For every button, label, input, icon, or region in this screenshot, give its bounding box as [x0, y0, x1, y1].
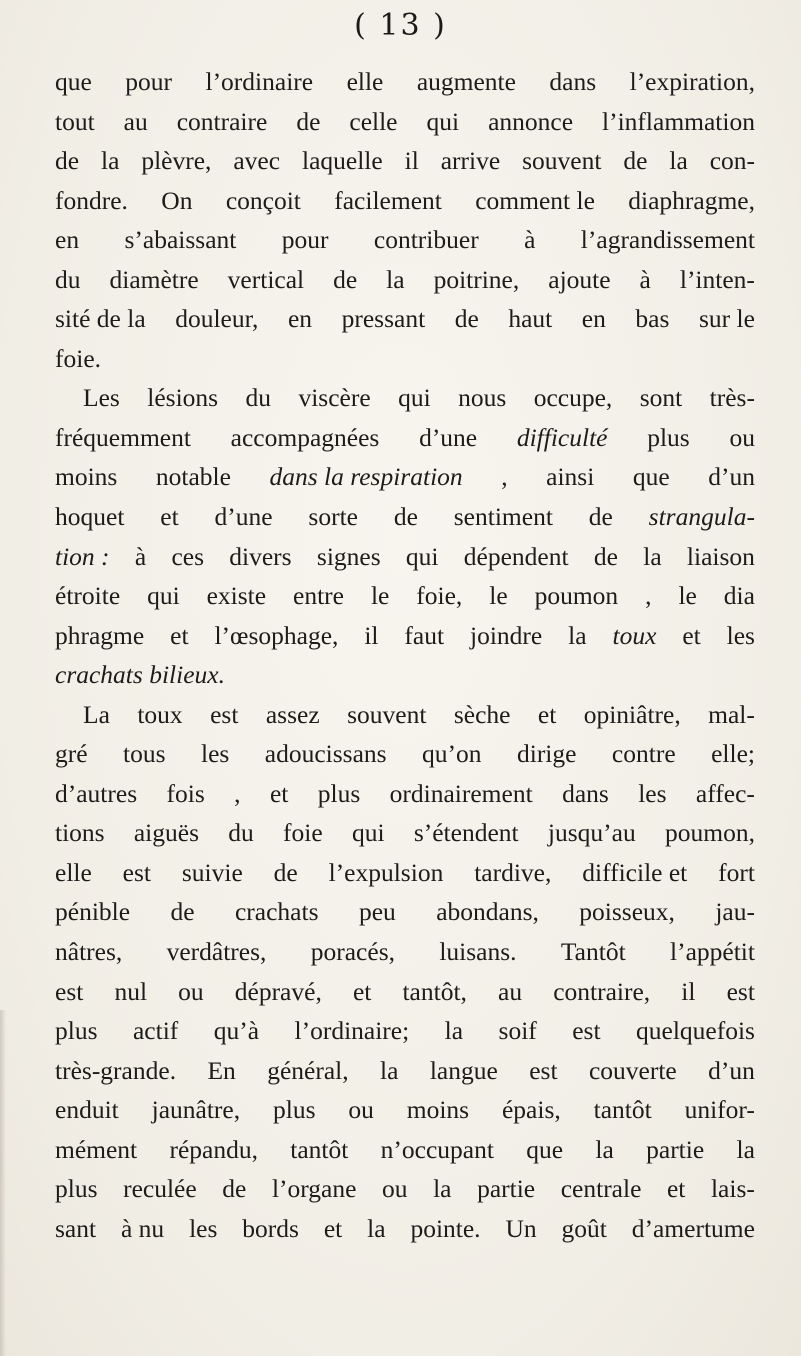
word: les [200, 739, 230, 769]
word: vertical [227, 264, 305, 294]
word: les [726, 620, 755, 650]
text-line [55, 1051, 755, 1091]
word: plèvre, [141, 146, 212, 176]
word: la [669, 146, 688, 176]
text-line [55, 102, 755, 142]
text-line [55, 497, 755, 537]
word: la [568, 620, 587, 650]
word: souvent [522, 146, 602, 176]
text-line [55, 576, 755, 616]
word: le [370, 581, 390, 611]
word: de [170, 897, 195, 927]
italic-word: toux [612, 620, 657, 650]
word: la [386, 264, 405, 294]
word: poumon, [664, 818, 755, 848]
word: Les [83, 383, 120, 413]
word: tantôt [593, 1095, 652, 1125]
word: plus [317, 778, 361, 808]
word: ajoute [548, 264, 611, 294]
word: et [352, 976, 372, 1006]
word: étroite [55, 581, 121, 611]
word: nâtres, [55, 937, 123, 967]
word: la [444, 1016, 464, 1046]
word: est [529, 1055, 558, 1085]
word: très- [709, 383, 755, 413]
word: tantôt, [402, 976, 467, 1006]
word: aiguës [133, 818, 200, 848]
word: plus [55, 1174, 98, 1204]
word: hoquet [55, 502, 125, 532]
word: elle [346, 67, 384, 96]
word: la [736, 1134, 755, 1164]
italic-word: crachats bilieux. [55, 660, 225, 690]
word: pointe. [410, 1213, 481, 1243]
word: il [681, 976, 696, 1006]
text-line [55, 892, 755, 932]
text-line [55, 62, 755, 102]
word: , [501, 462, 508, 492]
word: annonce [488, 106, 574, 136]
word: abondans, [436, 897, 539, 927]
word: et [170, 620, 189, 650]
word: sentiment [453, 502, 553, 532]
word: l’organe [271, 1174, 357, 1204]
word: dans [549, 67, 597, 96]
word: qui [405, 541, 439, 571]
word: augmente [416, 67, 516, 96]
word: fort [718, 857, 755, 887]
word: d’un [708, 462, 755, 492]
word: faut [404, 620, 445, 650]
word: actif [132, 1016, 179, 1046]
word: signes [316, 541, 381, 571]
word: à [639, 264, 651, 294]
word: sorte [308, 502, 358, 532]
text-line [55, 141, 755, 181]
word: de [273, 857, 298, 887]
word: tardive, [474, 857, 552, 887]
word: à [524, 225, 536, 255]
word: adoucissans [264, 739, 387, 769]
text-line [55, 181, 755, 221]
body-text [55, 62, 755, 1248]
word: contraire [176, 106, 268, 136]
word: nous [458, 383, 507, 413]
word: poisseux, [579, 897, 675, 927]
word: sité de la [55, 304, 146, 334]
text-line [55, 260, 755, 300]
word: plus [55, 1016, 98, 1046]
word: du [55, 264, 81, 294]
text-line [55, 695, 755, 735]
word: le [489, 581, 508, 611]
word: qui [351, 818, 385, 848]
word: entre [293, 581, 344, 611]
word: qui [398, 383, 431, 413]
word: ou [178, 976, 204, 1006]
word: du [245, 383, 272, 413]
word: fondre. [55, 185, 128, 215]
word: la [643, 541, 662, 571]
word: de [393, 502, 418, 532]
word: de [623, 146, 648, 176]
word: la [101, 146, 120, 176]
word: ordinairement [389, 778, 533, 808]
word: plus [647, 422, 690, 452]
word: nul [114, 976, 148, 1006]
word: suivie [181, 857, 243, 887]
word: sur le [698, 304, 755, 334]
italic-word: tion : [55, 541, 110, 571]
word: très-grande. [55, 1055, 177, 1085]
word: d’autres [55, 778, 138, 808]
word: souvent [347, 699, 427, 729]
word: général, [267, 1055, 349, 1085]
word: centrale [560, 1174, 642, 1204]
word: fréquemment [55, 422, 191, 452]
page-number: ( 13 ) [354, 8, 447, 43]
text-line [55, 655, 755, 695]
word: moins [55, 462, 118, 492]
word: de [55, 146, 80, 176]
italic-word: strangula- [648, 502, 755, 532]
word: l’appétit [670, 937, 755, 967]
text-line [55, 378, 755, 418]
word: foie, [416, 581, 463, 611]
word: en [55, 225, 80, 255]
word: , [234, 778, 241, 808]
word: l’ordinaire [205, 67, 314, 96]
word: à nu [120, 1213, 165, 1243]
text-line [55, 457, 755, 497]
word: diaphragme, [628, 185, 755, 215]
word: partie [646, 1134, 705, 1164]
word: quelquefois [636, 1016, 755, 1046]
text-line [55, 774, 755, 814]
word: viscère [298, 383, 371, 413]
word: à [134, 541, 147, 571]
word: difficile et [582, 857, 688, 887]
word: avec [233, 146, 281, 176]
word: est [210, 699, 239, 729]
word: pour [281, 225, 329, 255]
word: les [189, 1213, 218, 1243]
word: le [678, 581, 697, 611]
word: de [333, 264, 358, 294]
word: tout [55, 106, 95, 136]
word: soif [498, 1016, 537, 1046]
word: douleur, [175, 304, 259, 334]
text-line [55, 734, 755, 774]
word: gré [55, 739, 88, 769]
text-line [55, 1090, 755, 1130]
word: lais- [710, 1174, 755, 1204]
word: d’une [419, 422, 478, 452]
word: luisans. [439, 937, 517, 967]
word: et [323, 1213, 343, 1243]
text-line [55, 220, 755, 260]
word: arrive [440, 146, 501, 176]
word: l’œsophage, [214, 620, 339, 650]
text-line [55, 616, 755, 656]
word: tous [123, 739, 166, 769]
word: sant [55, 1213, 97, 1243]
text-line [55, 1130, 755, 1170]
word: affec- [695, 778, 755, 808]
word: couverte [588, 1055, 677, 1085]
word: qui [426, 106, 460, 136]
word: au [498, 976, 523, 1006]
word: crachats [234, 897, 319, 927]
word: mément [55, 1134, 138, 1164]
word: poitrine, [433, 264, 520, 294]
word: ou [382, 1174, 408, 1204]
word: tions [55, 818, 105, 848]
word: , [645, 581, 652, 611]
text-line [55, 932, 755, 972]
word: Un [505, 1213, 537, 1243]
word: notable [155, 462, 231, 492]
text-line [55, 418, 755, 458]
text-line [55, 1209, 755, 1249]
word: poracés, [310, 937, 395, 967]
word: bords [242, 1213, 299, 1243]
word: est [572, 1016, 601, 1046]
word: qu’à [213, 1016, 260, 1046]
text-line [55, 1011, 755, 1051]
word: reculée [123, 1174, 197, 1204]
word: dans [562, 778, 609, 808]
word: l’ordinaire; [294, 1016, 410, 1046]
word: en [287, 304, 313, 334]
word: jau- [715, 897, 755, 927]
word: jusqu’au [547, 818, 636, 848]
word: au [123, 106, 148, 136]
word: dépravé, [234, 976, 322, 1006]
word: goût [561, 1213, 607, 1243]
page-edge-shadow [0, 1010, 6, 1356]
word: l’inten- [679, 264, 755, 294]
word: et [160, 502, 179, 532]
word: de [593, 541, 618, 571]
word: est [55, 976, 84, 1006]
word: facilement [334, 185, 442, 215]
word: conçoit [225, 185, 301, 215]
word: diamètre [109, 264, 199, 294]
word: l’inflammation [602, 106, 755, 136]
word: dépendent [463, 541, 569, 571]
word: poumon [534, 581, 619, 611]
word: dia [723, 581, 755, 611]
text-line [55, 299, 755, 339]
word: langue [429, 1055, 498, 1085]
word: l’agrandissement [580, 225, 755, 255]
word: con- [709, 146, 755, 176]
italic-word: dans la respiration [269, 462, 463, 492]
word: enduit [55, 1095, 119, 1125]
word: ou [729, 422, 755, 452]
word: et [666, 1174, 686, 1204]
word: d’amertume [631, 1213, 755, 1243]
word: bas [635, 304, 670, 334]
word: pour [125, 67, 173, 96]
word: comment le [475, 185, 595, 215]
word: et [537, 699, 557, 729]
word: En [207, 1055, 236, 1085]
word: opiniâtre, [583, 699, 681, 729]
word: qu’on [422, 739, 482, 769]
word: pressant [341, 304, 426, 334]
word: foie. [55, 343, 102, 373]
text-line [55, 537, 755, 577]
word: joindre [470, 620, 543, 650]
word: qui [147, 581, 180, 611]
word: phragme [55, 620, 145, 650]
word: elle [55, 857, 92, 887]
word: d’une [214, 502, 273, 532]
word: épais, [501, 1095, 561, 1125]
word: en [581, 304, 606, 334]
word: fois [166, 778, 205, 808]
text-line [55, 339, 755, 379]
italic-word: difficulté [516, 422, 608, 452]
word: est [726, 976, 755, 1006]
word: que [55, 67, 92, 96]
word: plus [273, 1095, 316, 1125]
word: s’étendent [413, 818, 519, 848]
word: lésions [147, 383, 219, 413]
word: contre [611, 739, 676, 769]
word: Tantôt [560, 937, 626, 967]
word: laquelle [301, 146, 383, 176]
word: la [433, 1174, 452, 1204]
word: unifor- [684, 1095, 755, 1125]
word: ainsi [546, 462, 595, 492]
word: dirige [516, 739, 577, 769]
word: que [526, 1134, 564, 1164]
word: la [595, 1134, 614, 1164]
word: peu [358, 897, 396, 927]
word: accompagnées [230, 422, 380, 452]
word: d’un [708, 1055, 755, 1085]
word: divers [229, 541, 292, 571]
word: sont [639, 383, 683, 413]
text-line [55, 1169, 755, 1209]
word: contribuer [373, 225, 479, 255]
word: sèche [453, 699, 511, 729]
word: répandu, [169, 1134, 258, 1164]
word: La [83, 699, 110, 729]
word: s’abaissant [124, 225, 237, 255]
word: celle [349, 106, 398, 136]
word: ces [171, 541, 204, 571]
word: de [222, 1174, 247, 1204]
word: On [161, 185, 193, 215]
word: contraire, [553, 976, 651, 1006]
word: l’expulsion [328, 857, 444, 887]
word: verdâtres, [166, 937, 267, 967]
word: pénible [55, 897, 131, 927]
word: il [364, 620, 379, 650]
word: de [588, 502, 613, 532]
word: la [367, 1213, 386, 1243]
word: du [228, 818, 254, 848]
word: mal- [708, 699, 755, 729]
word: moins [406, 1095, 470, 1125]
word: l’expiration, [629, 67, 755, 96]
word: la [380, 1055, 399, 1085]
word: haut [508, 304, 553, 334]
word: existe [206, 581, 267, 611]
word: toux [137, 699, 183, 729]
word: partie [477, 1174, 536, 1204]
word: de [296, 106, 321, 136]
text-line [55, 853, 755, 893]
word: elle; [711, 739, 755, 769]
word: il [404, 146, 419, 176]
text-line [55, 972, 755, 1012]
word: et [269, 778, 289, 808]
word: occupe, [533, 383, 613, 413]
word: et [682, 620, 701, 650]
word: n’occupant [380, 1134, 494, 1164]
word: jaunâtre, [151, 1095, 241, 1125]
word: tantôt [290, 1134, 349, 1164]
word: les [638, 778, 667, 808]
word: est [122, 857, 151, 887]
word: liaison [686, 541, 755, 571]
word: foie [283, 818, 323, 848]
word: assez [265, 699, 320, 729]
text-line [55, 813, 755, 853]
word: que [632, 462, 670, 492]
word: de [454, 304, 479, 334]
word: ou [348, 1095, 374, 1125]
